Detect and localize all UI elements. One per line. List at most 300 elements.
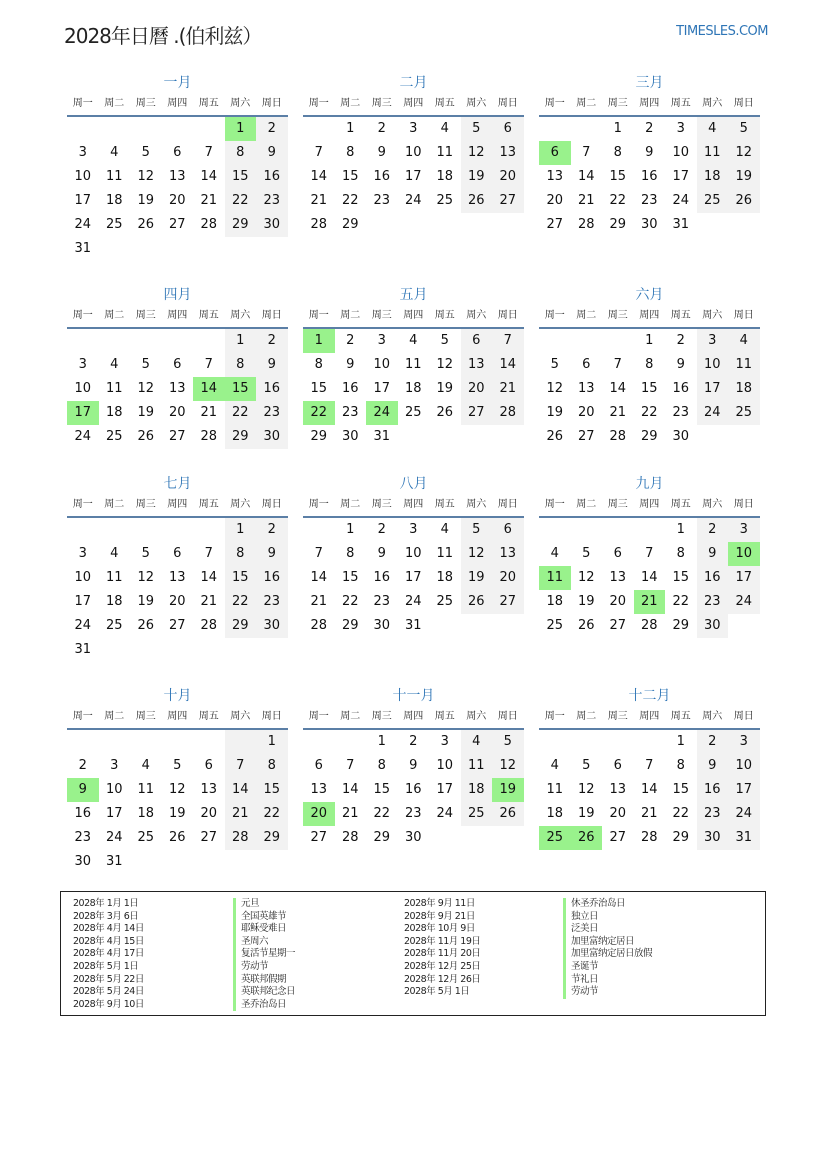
day-cell: 11 — [105, 381, 123, 396]
week-row — [67, 566, 288, 590]
legend-names-left — [241, 898, 295, 1011]
day-cell: 6 — [204, 758, 213, 773]
day-cell: 14 — [193, 377, 225, 401]
weekday-label: 周六 — [466, 499, 487, 510]
day-cell: 25 — [461, 802, 493, 826]
day-cell: 18 — [436, 169, 454, 184]
week-row — [303, 542, 524, 566]
day-cell: 24 — [697, 401, 729, 425]
day-cell: 21 — [640, 806, 658, 821]
day-cell: 17 — [436, 782, 454, 797]
legend-holiday-name: 劳动节 — [571, 986, 599, 998]
week-row — [303, 425, 524, 449]
day-cell: 17 — [67, 401, 99, 425]
day-cell: 19 — [577, 806, 595, 821]
weekday-label: 周三 — [607, 98, 628, 109]
day-cell: 11 — [404, 357, 422, 372]
weekday-label: 周二 — [104, 711, 125, 722]
month-name: 九月 — [635, 476, 664, 492]
day-cell: 26 — [168, 830, 186, 845]
empty-cell — [67, 730, 99, 754]
week-row — [303, 401, 524, 425]
day-cell: 30 — [256, 614, 288, 638]
day-cell: 24 — [404, 594, 422, 609]
day-cell: 5 — [141, 357, 150, 372]
week-row — [67, 425, 288, 449]
day-cell: 15 — [225, 165, 257, 189]
day-cell: 18 — [546, 806, 564, 821]
empty-cell — [571, 730, 603, 754]
week-row — [67, 802, 288, 826]
day-cell: 14 — [200, 570, 218, 585]
day-cell: 22 — [256, 802, 288, 826]
day-cell: 9 — [697, 754, 729, 778]
legend-date: 2028年 9月 10日 — [73, 998, 144, 1010]
empty-cell — [539, 518, 571, 542]
day-cell: 16 — [404, 782, 422, 797]
day-cell: 5 — [141, 546, 150, 561]
day-cell: 28 — [640, 830, 658, 845]
day-cell: 7 — [204, 145, 213, 160]
week-row — [539, 165, 760, 189]
day-cell: 25 — [137, 830, 155, 845]
day-cell: 11 — [697, 141, 729, 165]
day-cell: 8 — [377, 758, 386, 773]
week-row — [67, 614, 288, 638]
day-cell: 2 — [377, 121, 386, 136]
day-cell: 15 — [640, 381, 658, 396]
day-cell: 28 — [640, 618, 658, 633]
day-cell: 8 — [676, 546, 685, 561]
day-cell: 8 — [225, 542, 257, 566]
weekday-label: 周日 — [497, 711, 518, 722]
day-cell: 16 — [256, 165, 288, 189]
empty-cell — [728, 425, 760, 449]
empty-cell — [130, 329, 162, 353]
day-cell: 15 — [672, 570, 690, 585]
day-cell: 13 — [310, 782, 328, 797]
empty-cell — [162, 638, 194, 662]
day-cell: 16 — [697, 778, 729, 802]
day-cell: 24 — [74, 217, 92, 232]
empty-cell — [193, 237, 225, 261]
day-cell: 14 — [640, 782, 658, 797]
day-cell: 23 — [341, 405, 359, 420]
day-cell: 23 — [640, 193, 658, 208]
day-cell: 10 — [672, 145, 690, 160]
day-cell: 5 — [173, 758, 182, 773]
week-row — [303, 614, 524, 638]
day-cell: 26 — [137, 217, 155, 232]
day-cell: 28 — [341, 830, 359, 845]
day-cell: 10 — [74, 169, 92, 184]
day-cell: 20 — [303, 802, 335, 826]
day-cell: 6 — [173, 546, 182, 561]
empty-cell — [461, 826, 493, 850]
empty-cell — [398, 425, 430, 449]
week-row — [303, 165, 524, 189]
day-cell: 8 — [256, 754, 288, 778]
day-cell: 11 — [539, 566, 571, 590]
day-cell: 6 — [314, 758, 323, 773]
day-cell: 9 — [346, 357, 355, 372]
day-cell: 29 — [609, 217, 627, 232]
legend-date: 2028年 5月 1日 — [404, 986, 470, 998]
day-cell: 10 — [373, 357, 391, 372]
weekday-header — [539, 93, 760, 117]
week-row — [539, 778, 760, 802]
day-cell: 17 — [74, 594, 92, 609]
day-cell: 30 — [341, 429, 359, 444]
day-cell: 9 — [676, 357, 685, 372]
weekday-label: 周一 — [544, 310, 565, 321]
weekday-label: 周二 — [576, 98, 597, 109]
day-cell: 23 — [256, 189, 288, 213]
day-cell: 14 — [341, 782, 359, 797]
weekday-header — [67, 93, 288, 117]
day-cell: 3 — [409, 121, 418, 136]
empty-cell — [728, 614, 760, 638]
empty-cell — [571, 117, 603, 141]
day-cell: 16 — [373, 169, 391, 184]
day-cell: 27 — [609, 618, 627, 633]
day-cell: 31 — [404, 618, 422, 633]
legend-names-right — [571, 898, 652, 999]
empty-cell — [193, 117, 225, 141]
day-cell: 1 — [377, 734, 386, 749]
legend-date: 2028年 4月 17日 — [73, 948, 144, 960]
day-cell: 17 — [404, 169, 422, 184]
month-2 — [303, 73, 524, 237]
week-row — [539, 117, 760, 141]
week-row — [539, 329, 760, 353]
day-cell: 5 — [440, 333, 449, 348]
day-cell: 4 — [461, 730, 493, 754]
day-cell: 28 — [200, 429, 218, 444]
day-cell: 30 — [404, 830, 422, 845]
day-cell: 15 — [373, 782, 391, 797]
month-9 — [539, 474, 760, 638]
day-cell: 31 — [105, 854, 123, 869]
day-cell: 27 — [168, 618, 186, 633]
day-cell: 30 — [697, 614, 729, 638]
empty-cell — [256, 638, 288, 662]
empty-cell — [256, 237, 288, 261]
day-cell: 7 — [613, 357, 622, 372]
weekday-label: 周日 — [497, 98, 518, 109]
day-cell: 26 — [577, 618, 595, 633]
day-cell: 29 — [256, 826, 288, 850]
day-cell: 16 — [697, 566, 729, 590]
empty-cell — [99, 730, 131, 754]
empty-cell — [429, 213, 461, 237]
day-cell: 26 — [137, 618, 155, 633]
day-cell: 27 — [546, 217, 564, 232]
week-row — [303, 117, 524, 141]
empty-cell — [492, 425, 524, 449]
day-cell: 11 — [728, 353, 760, 377]
day-cell: 1 — [346, 121, 355, 136]
day-cell: 10 — [74, 570, 92, 585]
site-link[interactable]: TIMESLES.COM — [676, 24, 768, 39]
legend-holiday-name: 英联邦纪念日 — [241, 986, 296, 998]
empty-cell — [697, 213, 729, 237]
week-row — [539, 566, 760, 590]
legend-date: 2028年 11月 20日 — [404, 948, 481, 960]
day-cell: 29 — [672, 830, 690, 845]
day-cell: 18 — [105, 594, 123, 609]
legend-date: 2028年 12月 26日 — [404, 973, 481, 985]
day-cell: 1 — [225, 518, 257, 542]
day-cell: 25 — [436, 594, 454, 609]
empty-cell — [602, 730, 634, 754]
day-cell: 14 — [310, 169, 328, 184]
week-row — [67, 850, 288, 874]
day-cell: 2 — [697, 730, 729, 754]
day-cell: 5 — [550, 357, 559, 372]
legend-holiday-name: 加里富纳定居日 — [571, 935, 635, 947]
month-name: 八月 — [399, 476, 428, 492]
day-cell: 24 — [404, 193, 422, 208]
legend-holiday-name: 休圣乔治岛日 — [571, 898, 626, 909]
empty-cell — [461, 213, 493, 237]
day-cell: 20 — [168, 193, 186, 208]
month-8 — [303, 474, 524, 638]
day-cell: 21 — [200, 193, 218, 208]
day-cell: 4 — [409, 333, 418, 348]
day-cell: 30 — [373, 618, 391, 633]
legend-dates-right — [404, 898, 480, 999]
day-cell: 16 — [373, 570, 391, 585]
weekday-label: 周一 — [308, 98, 329, 109]
empty-cell — [492, 826, 524, 850]
week-row — [303, 518, 524, 542]
day-cell: 21 — [492, 377, 524, 401]
weekday-header — [67, 706, 288, 730]
day-cell: 2 — [697, 518, 729, 542]
day-cell: 25 — [105, 429, 123, 444]
empty-cell — [303, 117, 335, 141]
legend-holiday-name: 复活节星期一 — [241, 948, 296, 960]
day-cell: 16 — [256, 377, 288, 401]
day-cell: 28 — [609, 429, 627, 444]
day-cell: 13 — [492, 542, 524, 566]
weekday-label: 周五 — [670, 711, 691, 722]
weekday-label: 周四 — [167, 98, 188, 109]
legend-holiday-name: 圣乔治岛日 — [241, 998, 287, 1010]
day-cell: 22 — [672, 806, 690, 821]
day-cell: 24 — [74, 429, 92, 444]
day-cell: 8 — [314, 357, 323, 372]
empty-cell — [193, 329, 225, 353]
day-cell: 27 — [168, 429, 186, 444]
day-cell: 1 — [613, 121, 622, 136]
empty-cell — [67, 518, 99, 542]
day-cell: 20 — [609, 594, 627, 609]
empty-cell — [398, 213, 430, 237]
empty-cell — [539, 329, 571, 353]
week-row — [67, 826, 288, 850]
empty-cell — [303, 518, 335, 542]
day-cell: 29 — [225, 614, 257, 638]
day-cell: 23 — [672, 405, 690, 420]
day-cell: 22 — [341, 193, 359, 208]
day-cell: 14 — [609, 381, 627, 396]
week-row — [67, 377, 288, 401]
day-cell: 9 — [256, 542, 288, 566]
week-row — [67, 117, 288, 141]
legend-bar-right — [563, 898, 566, 999]
day-cell: 10 — [404, 546, 422, 561]
day-cell: 2 — [346, 333, 355, 348]
week-row — [67, 189, 288, 213]
weekday-label: 周二 — [576, 499, 597, 510]
empty-cell — [130, 730, 162, 754]
day-cell: 26 — [546, 429, 564, 444]
day-cell: 13 — [609, 782, 627, 797]
empty-cell — [303, 730, 335, 754]
weekday-label: 周二 — [104, 98, 125, 109]
week-row — [303, 566, 524, 590]
day-cell: 11 — [137, 782, 155, 797]
empty-cell — [492, 213, 524, 237]
weekday-label: 周一 — [308, 310, 329, 321]
day-cell: 7 — [225, 754, 257, 778]
weekday-label: 周二 — [340, 499, 361, 510]
weekday-header — [303, 305, 524, 329]
empty-cell — [539, 117, 571, 141]
day-cell: 17 — [728, 778, 760, 802]
day-cell: 25 — [105, 618, 123, 633]
day-cell: 3 — [676, 121, 685, 136]
day-cell: 10 — [697, 353, 729, 377]
day-cell: 30 — [74, 854, 92, 869]
legend-holiday-name: 泛美日 — [571, 923, 599, 935]
day-cell: 8 — [645, 357, 654, 372]
day-cell: 19 — [137, 193, 155, 208]
weekday-label: 周二 — [340, 711, 361, 722]
day-cell: 22 — [373, 806, 391, 821]
day-cell: 2 — [78, 758, 87, 773]
day-cell: 26 — [461, 590, 493, 614]
day-cell: 28 — [310, 217, 328, 232]
day-cell: 4 — [728, 329, 760, 353]
week-row — [303, 802, 524, 826]
week-row — [303, 826, 524, 850]
day-cell: 28 — [310, 618, 328, 633]
empty-cell — [602, 329, 634, 353]
day-cell: 12 — [168, 782, 186, 797]
month-name: 二月 — [399, 75, 428, 91]
day-cell: 12 — [137, 381, 155, 396]
day-cell: 6 — [173, 145, 182, 160]
weekday-label: 周日 — [733, 499, 754, 510]
week-row — [539, 826, 760, 850]
weekday-label: 周五 — [198, 499, 219, 510]
day-cell: 11 — [436, 546, 454, 561]
day-cell: 28 — [577, 217, 595, 232]
day-cell: 21 — [200, 405, 218, 420]
day-cell: 27 — [461, 401, 493, 425]
day-cell: 10 — [74, 381, 92, 396]
weekday-label: 周一 — [544, 499, 565, 510]
day-cell: 3 — [440, 734, 449, 749]
day-cell: 29 — [640, 429, 658, 444]
day-cell: 22 — [225, 189, 257, 213]
month-name: 五月 — [399, 287, 428, 303]
day-cell: 27 — [310, 830, 328, 845]
weekday-label: 周三 — [135, 310, 156, 321]
week-row — [67, 754, 288, 778]
day-cell: 7 — [492, 329, 524, 353]
day-cell: 21 — [310, 594, 328, 609]
day-cell: 25 — [546, 618, 564, 633]
legend-date: 2028年 11月 19日 — [404, 935, 481, 947]
empty-cell — [130, 638, 162, 662]
day-cell: 21 — [634, 590, 666, 614]
day-cell: 19 — [461, 165, 493, 189]
week-row — [539, 213, 760, 237]
day-cell: 31 — [728, 826, 760, 850]
day-cell: 9 — [409, 758, 418, 773]
month-3 — [539, 73, 760, 237]
weekday-header — [303, 494, 524, 518]
day-cell: 5 — [728, 117, 760, 141]
legend-date: 2028年 4月 14日 — [73, 923, 144, 935]
week-row — [539, 614, 760, 638]
empty-cell — [193, 638, 225, 662]
day-cell: 27 — [168, 217, 186, 232]
weekday-label: 周六 — [466, 98, 487, 109]
day-cell: 18 — [697, 165, 729, 189]
weekday-label: 周五 — [434, 310, 455, 321]
day-cell: 28 — [492, 401, 524, 425]
day-cell: 29 — [310, 429, 328, 444]
day-cell: 26 — [436, 405, 454, 420]
week-row — [303, 778, 524, 802]
day-cell: 24 — [105, 830, 123, 845]
day-cell: 1 — [256, 730, 288, 754]
weekday-label: 周五 — [670, 98, 691, 109]
day-cell: 17 — [74, 193, 92, 208]
weekday-label: 周六 — [702, 499, 723, 510]
weekday-label: 周日 — [261, 98, 282, 109]
day-cell: 22 — [225, 590, 257, 614]
day-cell: 27 — [609, 830, 627, 845]
week-row — [67, 353, 288, 377]
legend-holiday-name: 英联邦假期 — [241, 973, 287, 985]
day-cell: 9 — [697, 542, 729, 566]
day-cell: 8 — [613, 145, 622, 160]
empty-cell — [571, 329, 603, 353]
day-cell: 26 — [492, 802, 524, 826]
week-row — [539, 189, 760, 213]
day-cell: 6 — [492, 117, 524, 141]
empty-cell — [162, 117, 194, 141]
day-cell: 6 — [613, 758, 622, 773]
day-cell: 13 — [200, 782, 218, 797]
weekday-label: 周六 — [702, 711, 723, 722]
empty-cell — [461, 425, 493, 449]
day-cell: 6 — [492, 518, 524, 542]
legend-date: 2028年 5月 22日 — [73, 973, 144, 985]
weekday-label: 周二 — [104, 499, 125, 510]
day-cell: 21 — [341, 806, 359, 821]
week-row — [303, 353, 524, 377]
day-cell: 2 — [676, 333, 685, 348]
weekday-label: 周二 — [104, 310, 125, 321]
day-cell: 31 — [74, 241, 92, 256]
